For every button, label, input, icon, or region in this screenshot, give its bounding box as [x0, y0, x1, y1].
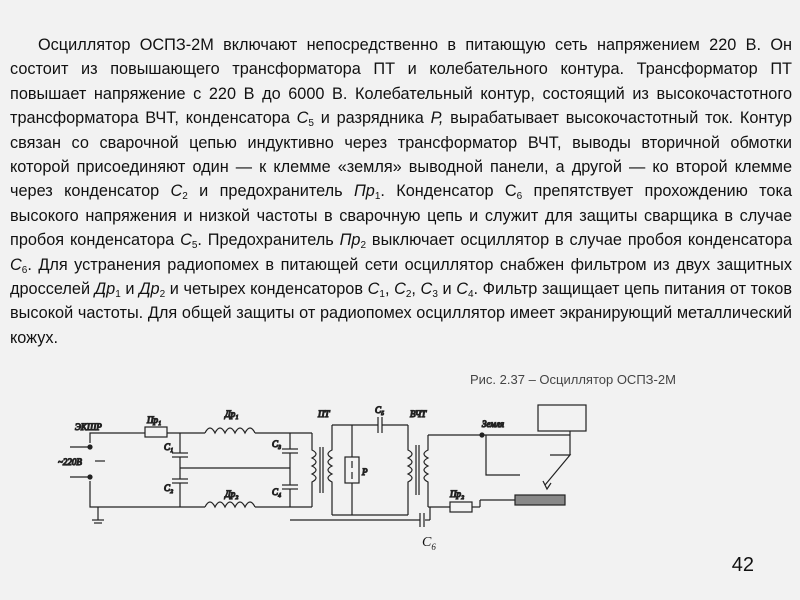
label-p: Р — [362, 467, 368, 477]
label-zemlya: Земля — [482, 419, 505, 429]
label-pr2: Пр₂ — [450, 489, 465, 499]
label-dr1: Др₁ — [225, 409, 239, 419]
label-c2: С₂ — [164, 483, 174, 493]
circuit-diagram — [50, 395, 590, 530]
figure-label-c6: $С_6$ — [422, 535, 436, 552]
body-paragraph: Осциллятор ОСПЗ-2М включают непосредственно в питающую сеть напряжением 220 В. Он состоит из повышающего трансформатора ПТ и колебательного контура. Трансформатор ПТ повышает напряжение с 220 В до 6000 В. Колебательный контур, состоящий из высокочастотного трансформатора ВЧТ, конденсатора $С_5$ и разрядника Р, вырабатывает высокочастотный ток. Контур связан со сварочной цепью индуктивно через трансформатор ВЧТ, выводы вторичной обмотки которой присоединяют один — к клемме «земля» выводной панели, а другой — ко второй клемме через конденсатор $С_2$ и предохранитель $Пр_1$. Конденсатор $С_6$ препятствует прохождению тока высокого напряжения и низкой частоты в сварочную цепь и служит для защиты сварщика в случае пробоя конденсатора $С_5$. Предохранитель $Пр_2$ выключает осциллятор в случае пробоя конденсатора $С_6$. Для устранения радиопомех в питающей сети осциллятор снабжен фильтром из двух защитных дросселей $Др_1$ и $Др_2$ и четырех конденсаторов $С_1$, $С_2$, $С_3$ и $С_4$. Фильтр защищает цепь питания от токов высокой частоты. Для общей защиты от радиопомех осциллятор имеет экранирующий металлический кожух. — [10, 36, 793, 347]
label-dr2: Др₂ — [225, 489, 239, 499]
label-c4: С₄ — [272, 487, 282, 497]
label-pt: ПТ — [318, 409, 330, 419]
label-pr1: Пр₁ — [147, 415, 162, 425]
label-ekshp: ЭКШР — [75, 422, 102, 432]
label-c3: С₃ — [272, 439, 282, 449]
label-c1: С₁ — [164, 442, 174, 452]
label-220v: ~220В — [58, 457, 82, 467]
page-number: 42 — [731, 554, 754, 576]
label-vcht: ВЧТ — [410, 409, 427, 419]
figure-caption: Рис. 2.37 – Осциллятор ОСПЗ-2М — [470, 372, 676, 387]
label-c5: С₅ — [375, 405, 385, 415]
